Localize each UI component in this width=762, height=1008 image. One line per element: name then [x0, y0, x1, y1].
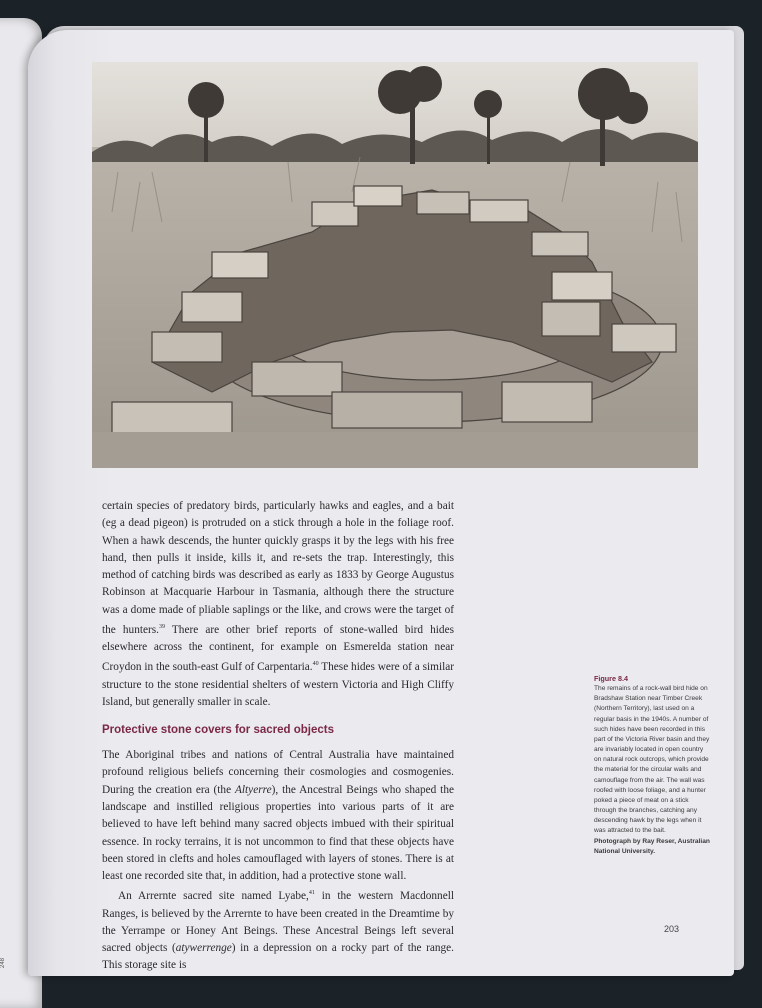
italic-term: Altyerre	[235, 783, 272, 796]
paragraph-text: ), the Ancestral Beings who shaped the landscape and instilled religious properties into various parts of it are believed to have left behind many sacred objects imbued with their spiritual essence. In rocky terrains, it is not uncommon to find that these objects have been stored in clefts and holes camouflaged with layers of stones. There is at least one recorded site that, in addition, had a protective stone wall.	[102, 783, 454, 883]
page-number: 203	[664, 924, 680, 934]
figure-caption	[594, 674, 712, 857]
paragraph-text: ) in a depression on a rocky part of the range. This storage site is	[102, 942, 454, 972]
paragraph-text: certain species of predatory birds, particularly hawks and eagles, and a bait (eg a dead pigeon) is protruded on a stick through a hole in the foliage roof. When a hawk descends, the hunter quickly grasps it by the legs with his free hand, then pulls it inside, kills it, and re-sets the trap. Interestingly, this method of catching birds was described as early as 1833 by George Augustus Robinson at Macquarie Harbour in Tasmania, although there the structure was a dome made of pliable saplings or the like, and crows were the target of the hunters.	[102, 500, 454, 636]
paragraph	[102, 747, 454, 885]
caption-text: The remains of a rock-wall bird hide on Bradshaw Station near Timber Creek (Northern Territory), last used on a regular basis in the 1940s. A number of such hides have been recorded in this part of the Victoria River basin and they are invariably located in open country on natural rock outcrops, which provide the material for the circular walls and camouflage from the air. The wall was roofed with loose foliage, and a hunter poked a piece of meat on a stick through the branches, catching any descending hawk by the legs when it was attracted to the bait.	[594, 685, 710, 835]
caption-credit: Photograph by Ray Reser, Australian National University.	[594, 837, 710, 855]
left-page-margin-mark: 248	[0, 957, 6, 968]
body-text	[102, 498, 454, 975]
italic-term: atywerrenge	[175, 942, 232, 955]
footnote-ref: 41	[308, 890, 315, 897]
footnote-ref: 39	[159, 624, 165, 631]
paragraph-text: An Arrernte sacred site named Lyabe,	[118, 890, 309, 903]
paragraph	[102, 885, 454, 974]
figure-photo	[92, 62, 698, 468]
paragraph-text: The Aboriginal tribes and nations of Central Australia have maintained profound religious beliefs concerning their cosmologies and cosmogenies. During the creation era (the	[102, 749, 454, 796]
section-heading: Protective stone covers for sacred objects	[102, 724, 335, 737]
paragraph	[102, 498, 454, 711]
paragraph-text: There are other brief reports of stone-walled bird hides elsewhere across the continent, for example on Esmerelda station near Croydon in the south-east Gulf of Carpentaria.	[102, 623, 454, 674]
caption-title: Figure 8.4	[594, 674, 628, 683]
paragraph-text: in the western Macdonnell Ranges, is believed by the Arrernte to have been created in the Dreamtime by the Yerrampe or Honey Ant Beings. These Ancestral Beings left several sacred objects (	[102, 890, 455, 955]
footnote-ref: 40	[312, 661, 319, 668]
paragraph-text: These hides were of a similar structure to the stone residential shelters of western Victoria and High Cliffy Island, but generally smaller in scale.	[102, 661, 455, 708]
photograph-rock-wall-bird-hide-icon	[92, 62, 698, 468]
